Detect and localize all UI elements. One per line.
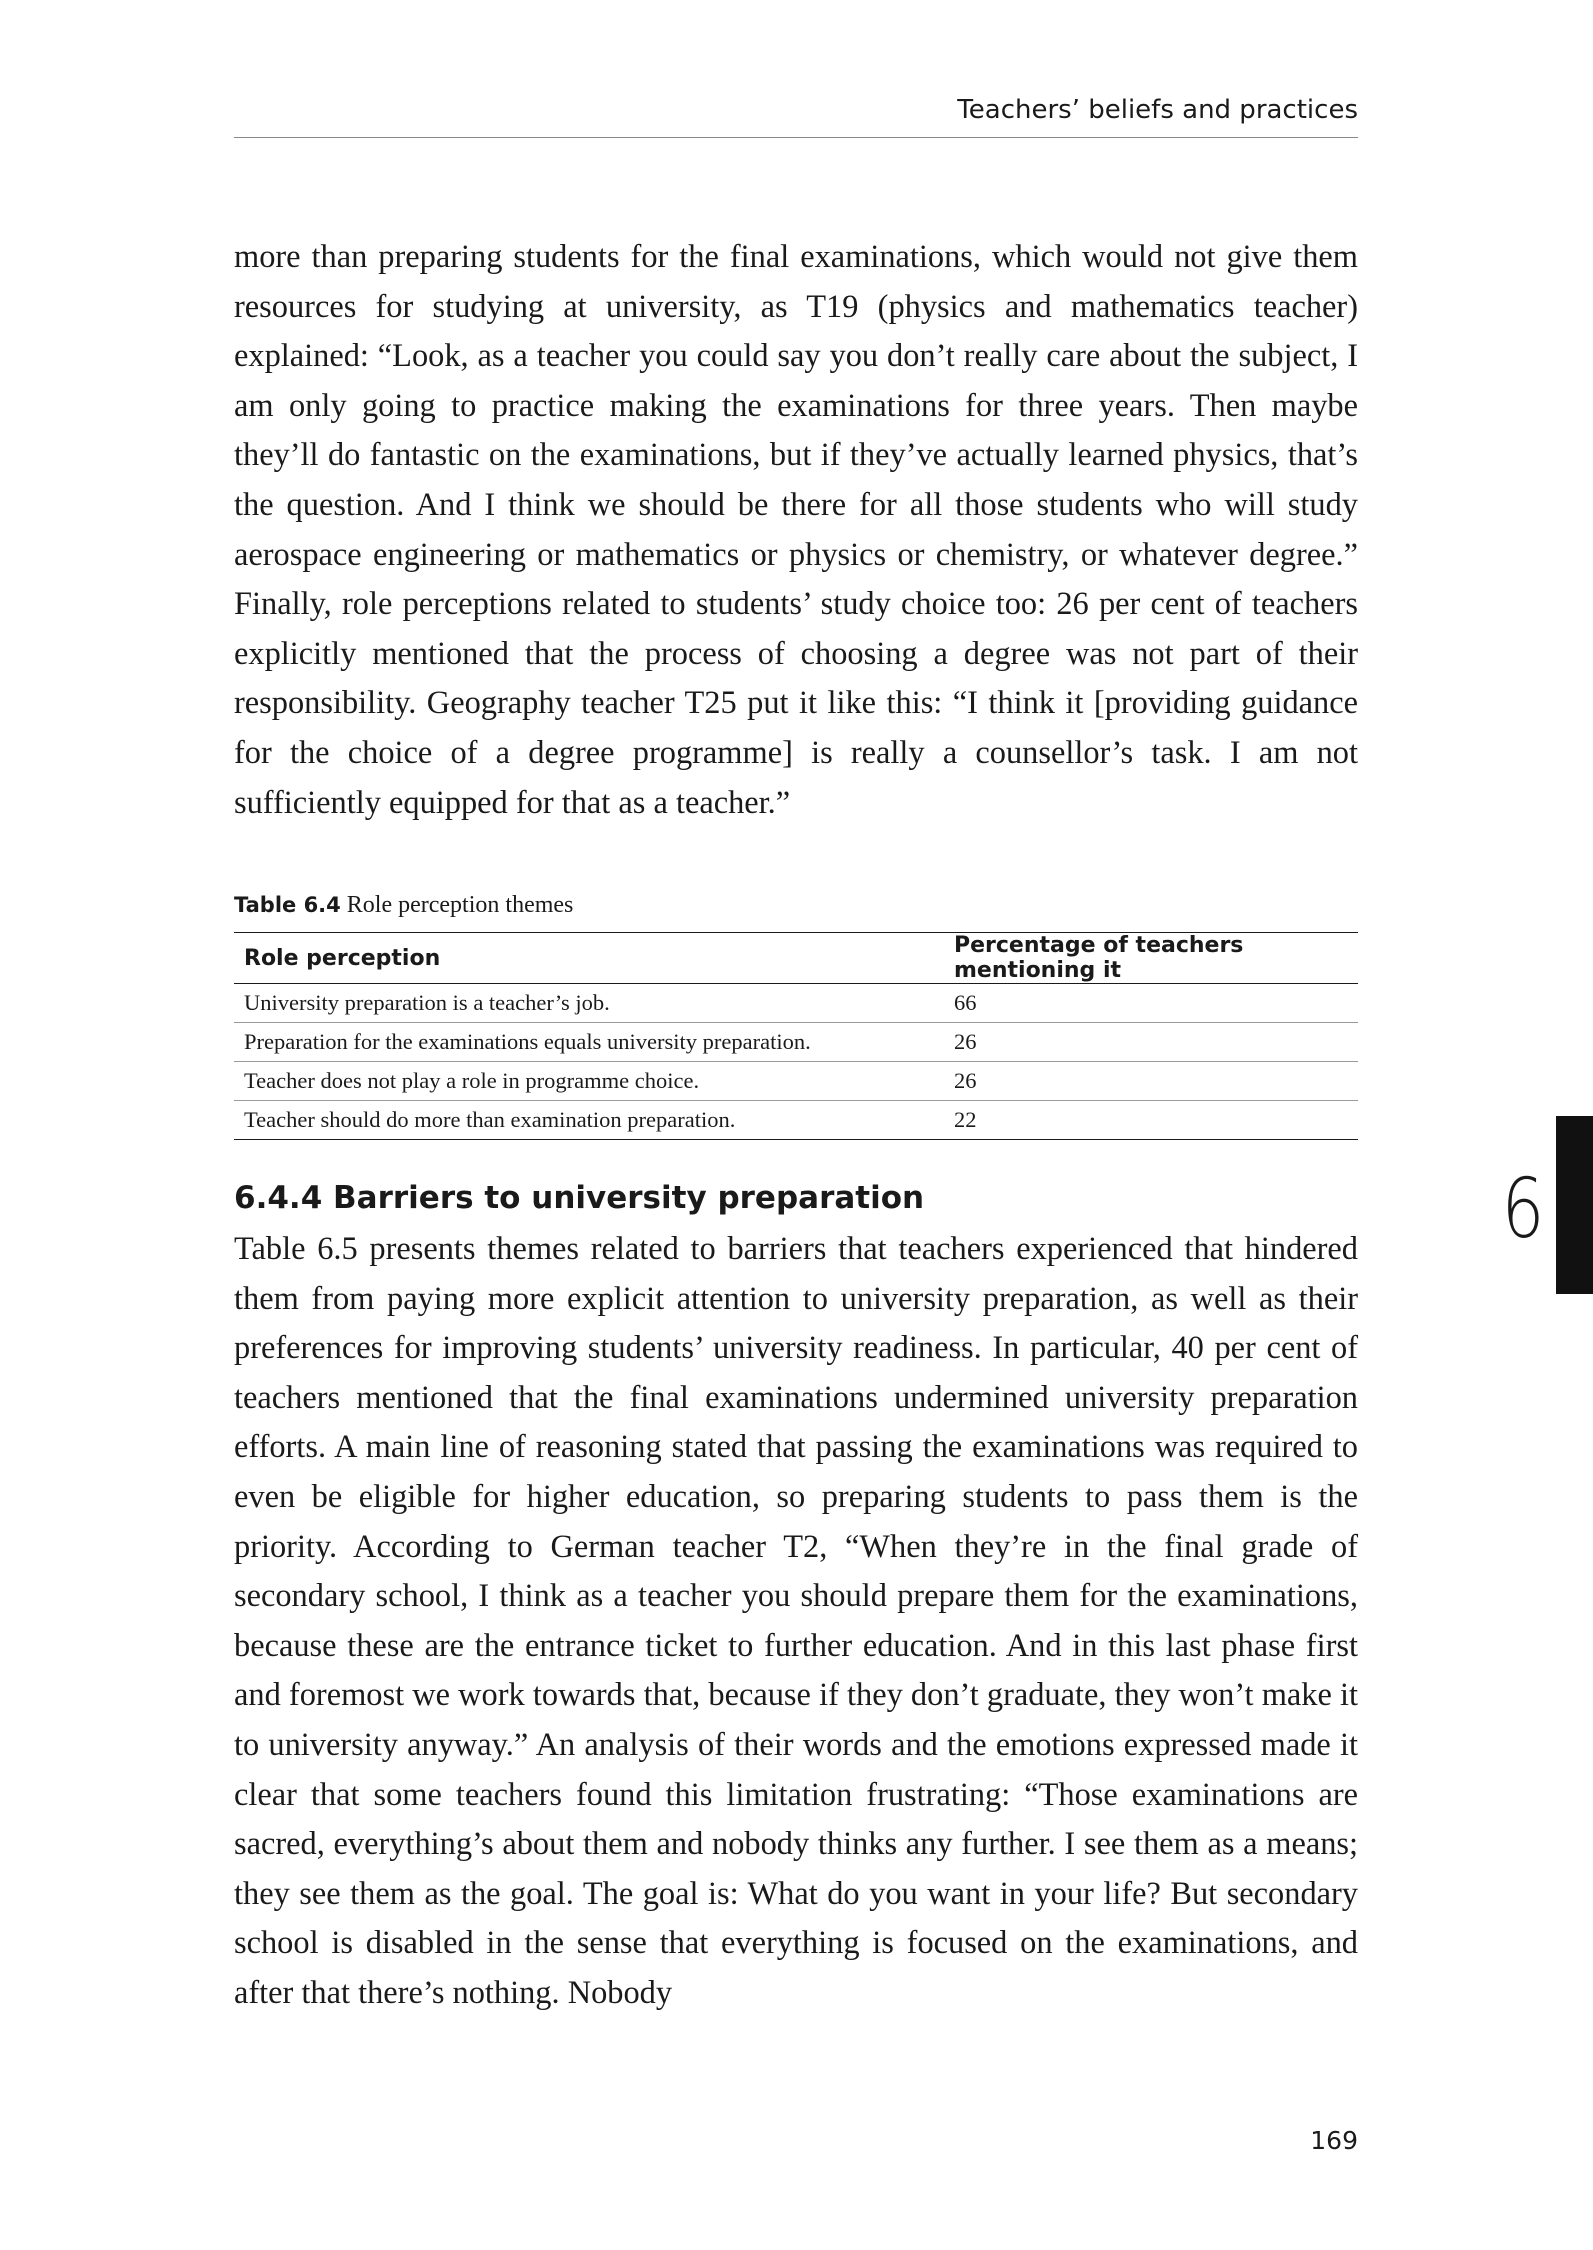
role-cell: Teacher should do more than examination preparation. <box>244 1107 736 1132</box>
table-row <box>234 1101 1358 1140</box>
percentage-cell: 26 <box>944 1062 1358 1101</box>
section-heading: 6.4.4 Barriers to university preparation <box>234 1180 925 1216</box>
chapter-thumb-tab <box>1556 1116 1593 1294</box>
percentage-cell: 26 <box>944 1023 1358 1062</box>
role-cell: University preparation is a teacher’s job. <box>234 984 944 1023</box>
role-cell: Teacher does not play a role in programme choice. <box>234 1062 944 1101</box>
chapter-number: 6 <box>1501 1162 1545 1257</box>
header-divider <box>234 137 1358 138</box>
table-caption-text: Role perception themes <box>346 892 574 918</box>
table-row <box>234 984 1358 1023</box>
page-number: 169 <box>1310 2126 1358 2155</box>
column-header-percentage: Percentage of teachers mentioning it <box>944 933 1358 984</box>
column-header-role: Role perception <box>234 933 944 984</box>
table-caption <box>234 888 1358 922</box>
body-paragraph-1: more than preparing students for the final examinations, which would not give them resources for studying at university, as T19 (physics and mathematics teacher) explained: “Look, as a teacher you could say you don’t really care about the subject, I am only going to practice making the examinations for three years. Then maybe they’ll do fantastic on the examinations, but if they’ve actually learned physics, that’s the question. And I think we should be there for all those students who will study aerospace engineering or mathematics or physics or chemistry, or whatever degree.” Finally, role perceptions related to students’ study choice too: 26 per cent of teachers explicitly mentioned that the process of choosing a degree was not part of their responsibility. Geography teacher T25 put it like this: “I think it [providing guidance for the choice of a degree programme] is really a counsellor’s task. I am not sufficiently equipped for that as a teacher.” <box>234 239 1358 821</box>
percentage-cell: 66 <box>944 984 1358 1023</box>
table-header-row <box>234 933 1358 984</box>
percentage-cell: 22 <box>954 1107 977 1132</box>
running-header: Teachers’ beliefs and practices <box>957 95 1358 125</box>
table-caption-label: Table 6.4 <box>234 893 341 917</box>
body-paragraph-2: Table 6.5 presents themes related to barriers that teachers experienced that hindered them from paying more explicit attention to university preparation, as well as their preferences for improving students’ university readiness. In particular, 40 per cent of teachers mentioned that the final examinations undermined university preparation efforts. A main line of reasoning stated that passing the examinations was required to even be eligible for higher education, so preparing students to pass them is the priority. According to German teacher T2, “When they’re in the final grade of secondary school, I think as a teacher you should prepare them for the examinations, because these are the entrance ticket to further education. And in this last phase first and foremost we work towards that, because if they don’t graduate, they won’t make it to university anyway.” An analysis of their words and the emotions expressed made it clear that some teachers found this limitation frustrating: “Those examinations are sacred, everything’s about them and nobody thinks any further. I see them as a means; they see them as the goal. The goal is: What do you want in your life? But secondary school is disabled in the sense that everything is focused on the examinations, and after that there’s nothing. Nobody <box>234 1231 1358 2011</box>
role-cell: Preparation for the examinations equals university preparation. <box>234 1023 944 1062</box>
table-row <box>234 1062 1358 1101</box>
role-perception-table <box>234 932 1358 1140</box>
table-row <box>234 1023 1358 1062</box>
